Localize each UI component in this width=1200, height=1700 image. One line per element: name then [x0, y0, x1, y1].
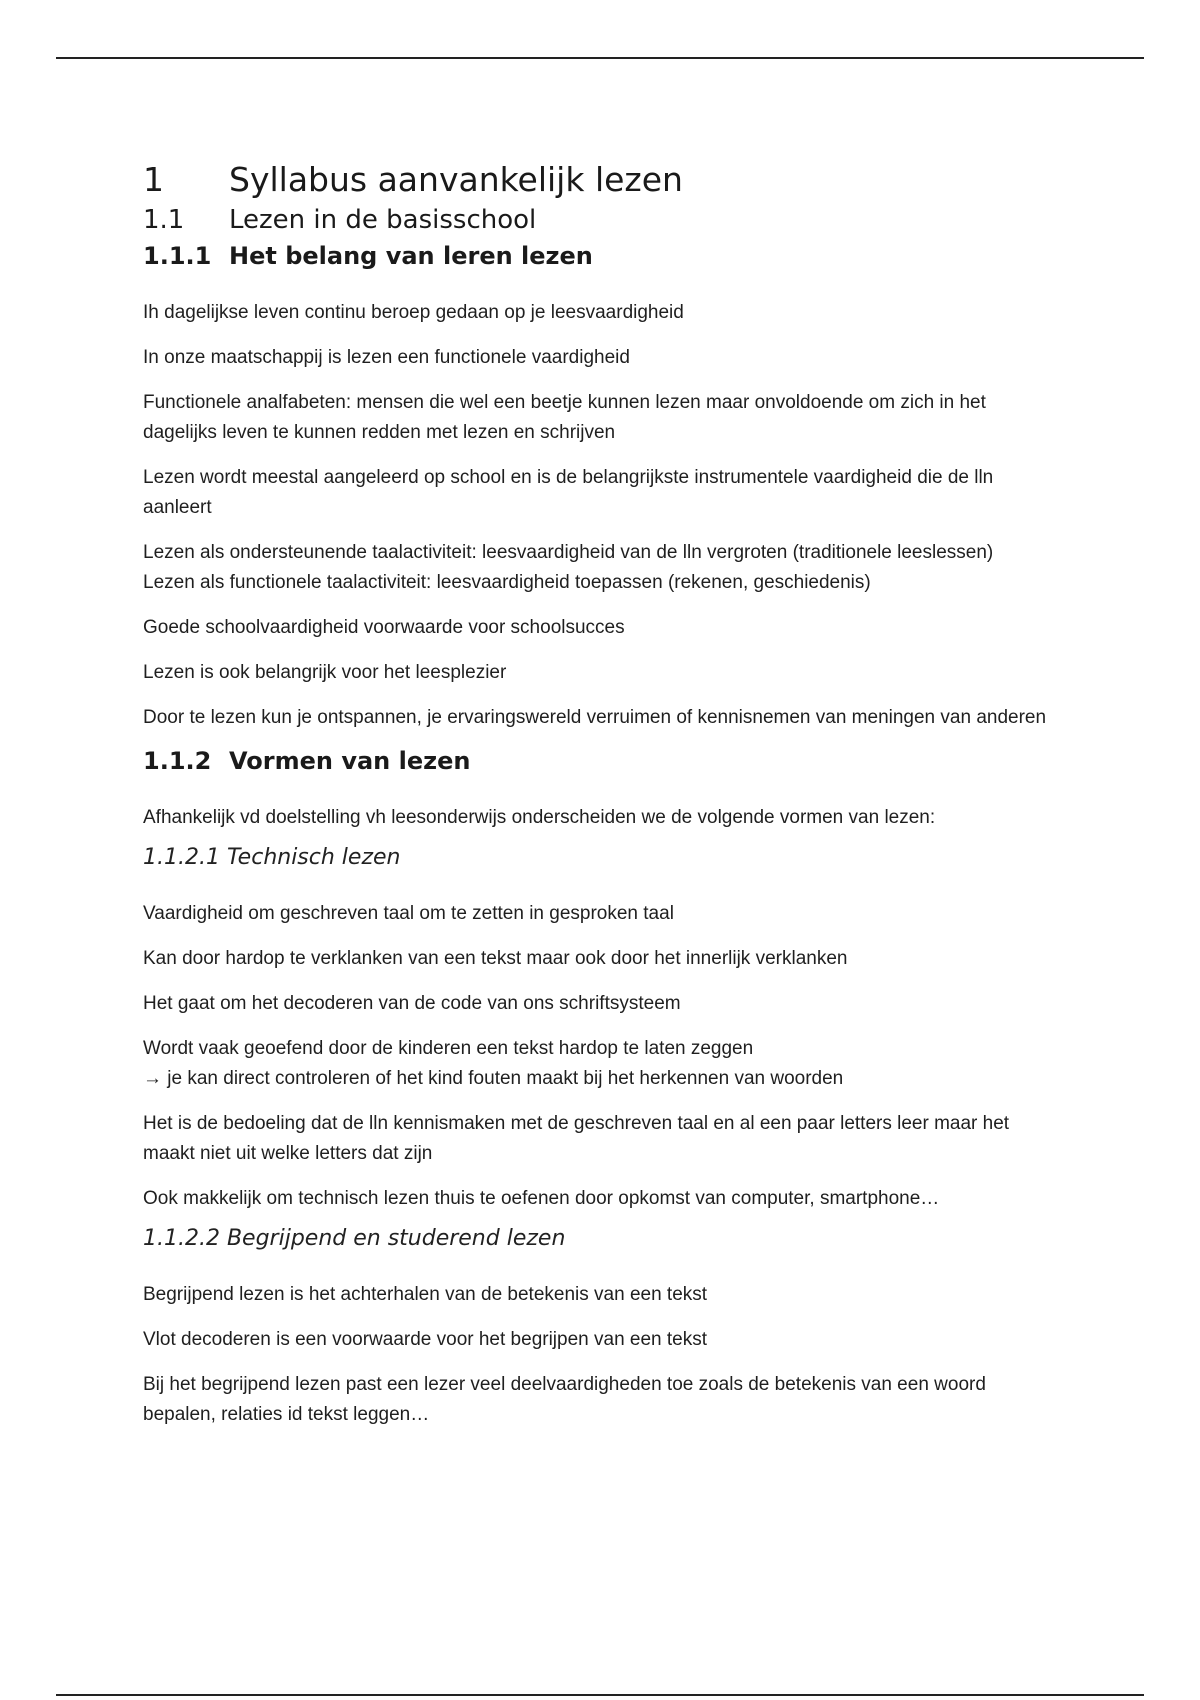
heading-3-number: 1.1.1: [143, 242, 212, 270]
paragraph-two-lines: [143, 538, 1063, 598]
paragraph: Het is de bedoeling dat de lln kennismaken met de geschreven taal en al een paar letters leer maar het maakt niet uit welke letters dat zijn: [143, 1113, 1010, 1164]
paragraph: Kan door hardop te verklanken van een tekst maar ook door het innerlijk verklanken: [143, 948, 848, 969]
paragraph: Het gaat om het decoderen van de code van ons schriftsysteem: [143, 993, 681, 1014]
heading-2-text: Lezen in de basisschool: [229, 205, 537, 235]
heading-3-text: Het belang van leren lezen: [229, 242, 593, 270]
paragraph: Lezen is ook belangrijk voor het leesplezier: [143, 662, 507, 683]
heading-2-number: 1.1: [143, 205, 185, 235]
paragraph-two-lines: [143, 1034, 1063, 1094]
paragraph: Goede schoolvaardigheid voorwaarde voor schoolsucces: [143, 617, 625, 638]
heading-3-number: 1.1.2: [143, 747, 212, 775]
paragraph-line: Lezen als functionele taalactiviteit: leesvaardigheid toepassen (rekenen, geschiedenis): [143, 572, 871, 593]
heading-3-vormen: [143, 745, 1063, 777]
paragraph: Ih dagelijkse leven continu beroep gedaan op je leesvaardigheid: [143, 302, 684, 323]
heading-2: [143, 204, 1063, 236]
paragraph: Door te lezen kun je ontspannen, je ervaringswereld verruimen of kennisnemen van meningen van anderen: [143, 707, 1047, 728]
paragraph-line: Wordt vaak geoefend door de kinderen een tekst hardop te laten zeggen: [143, 1038, 754, 1059]
paragraph: Lezen wordt meestal aangeleerd op school en is de belangrijkste instrumentele vaardigheid die de lln aanleert: [143, 467, 994, 518]
heading-3-belang: [143, 240, 1063, 272]
document-body: [143, 160, 1063, 1445]
heading-1-number: 1: [143, 160, 164, 199]
heading-4-begrijpend: 1.1.2.2 Begrijpend en studerend lezen: [143, 1226, 566, 1251]
paragraph: Functionele analfabeten: mensen die wel een beetje kunnen lezen maar onvoldoende om zich in het dagelijks leven te kunnen redden met lezen en schrijven: [143, 392, 986, 443]
paragraph: Begrijpend lezen is het achterhalen van de betekenis van een tekst: [143, 1284, 708, 1305]
paragraph: Afhankelijk vd doelstelling vh leesonderwijs onderscheiden we de volgende vormen van lezen:: [143, 807, 936, 828]
header-rule: [56, 57, 1144, 59]
paragraph: Vlot decoderen is een voorwaarde voor het begrijpen van een tekst: [143, 1329, 708, 1350]
paragraph: In onze maatschappij is lezen een functionele vaardigheid: [143, 347, 630, 368]
heading-1-text: Syllabus aanvankelijk lezen: [229, 160, 683, 199]
heading-1: [143, 160, 1063, 200]
paragraph: Ook makkelijk om technisch lezen thuis te oefenen door opkomst van computer, smartphone…: [143, 1188, 940, 1209]
paragraph: Bij het begrijpend lezen past een lezer veel deelvaardigheden toe zoals de betekenis van een woord bepalen, relaties id tekst leggen…: [143, 1374, 986, 1425]
paragraph: Vaardigheid om geschreven taal om te zetten in gesproken taal: [143, 903, 674, 924]
heading-4-technisch: 1.1.2.1 Technisch lezen: [143, 845, 401, 870]
footer-rule: [56, 1694, 1144, 1696]
paragraph-line: → je kan direct controleren of het kind fouten maakt bij het herkennen van woorden: [143, 1068, 844, 1089]
paragraph-line: Lezen als ondersteunende taalactiviteit: leesvaardigheid van de lln vergroten (traditionele leeslessen): [143, 542, 994, 563]
heading-3-text: Vormen van lezen: [229, 747, 471, 775]
